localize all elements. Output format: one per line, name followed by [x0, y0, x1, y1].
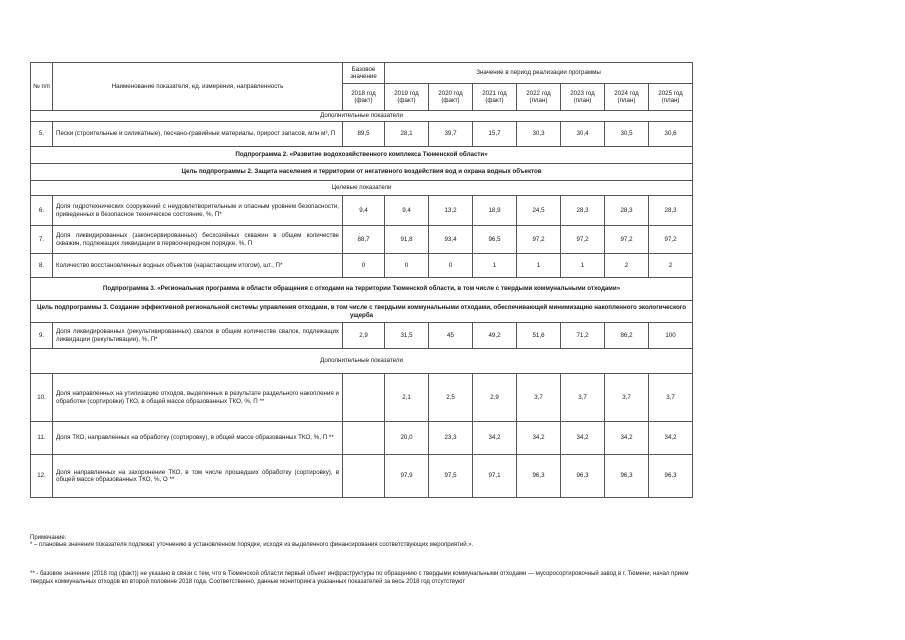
section-row — [31, 349, 693, 374]
table-row — [31, 226, 693, 254]
value-cell: 49,2 — [473, 323, 517, 349]
year-kind: (факт) — [354, 97, 373, 104]
value-cell: 88,7 — [343, 226, 385, 254]
table-row — [31, 254, 693, 278]
value-cell: 96,3 — [605, 455, 649, 498]
value-cell: 39,7 — [429, 122, 473, 147]
value-cell: 28,3 — [649, 196, 693, 226]
year-label: 2019 год — [394, 89, 419, 97]
header-name: Наименование показателя, ед. измерения, направленность — [53, 63, 343, 111]
value-cell: 96,3 — [561, 455, 605, 498]
row-number: 6. — [31, 196, 53, 226]
indicator-name: Доля ликвидированных (рекультивированных) свалок в общем количестве свалок, подлежащих ликвидации (рекультивации), %, П* — [53, 323, 343, 349]
row-number: 10. — [31, 374, 53, 422]
year-kind: (факт) — [397, 97, 416, 104]
year-label: 2022 год — [526, 89, 551, 97]
header-year — [517, 84, 561, 111]
header-year — [429, 84, 473, 111]
value-cell: 89,5 — [343, 122, 385, 147]
year-kind: (план) — [661, 97, 680, 104]
year-label: 2020 год — [438, 89, 463, 97]
section-heading: Целевые показатели — [31, 181, 693, 196]
value-cell: 30,5 — [605, 122, 649, 147]
table-row — [31, 455, 693, 498]
value-cell: 24,5 — [517, 196, 561, 226]
section-row — [31, 181, 693, 196]
indicator-name: Пески (строительные и силикатные), песчано-гравийные материалы, прирост запасов, млн м³, П — [53, 122, 343, 147]
year-kind: (план) — [573, 97, 592, 104]
value-cell: 1 — [473, 254, 517, 278]
value-cell: 100 — [649, 323, 693, 349]
subprogram-heading: Цель подпрограммы 3. Создание эффективной региональной системы управления отходами, в том числе с твердыми коммунальными отходами, обеспечивающей минимизацию накопленного экологического ущерба — [31, 301, 693, 323]
table-row — [31, 323, 693, 349]
document-page — [30, 62, 692, 498]
row-number: 9. — [31, 323, 53, 349]
footnote-2: ** - базовое значение (2018 год (факт)) не указано в связи с тем, что в Тюменской области первый объект инфраструктуры по обращению с твердыми коммунальными отходами — мусоросортировочный завод в г. Тюмени, начал прием твердых коммунальных отходов во второй половине 2018 года. Соответственно, данные мониторинга указанных показателей за весь 2018 год отсутствуют — [30, 571, 689, 585]
value-cell: 28,3 — [561, 196, 605, 226]
table-row — [31, 122, 693, 147]
year-kind: (факт) — [485, 97, 504, 104]
value-cell: 2,1 — [385, 374, 429, 422]
indicators-table — [30, 62, 693, 498]
indicator-name: Количество восстановленных водных объектов (нарастающим итогом), шт., П* — [53, 254, 343, 278]
value-cell: 34,2 — [473, 422, 517, 455]
value-cell: 96,3 — [649, 455, 693, 498]
indicator-name: Доля гидротехнических сооружений с неудовлетворительным и опасным уровнем безопасности, приведенных в безопасное техническое состояние, %, П* — [53, 196, 343, 226]
value-cell: 9,4 — [343, 196, 385, 226]
value-cell: 1 — [561, 254, 605, 278]
subprogram-heading: Подпрограмма 3. «Региональная программа в области обращения с отходами на территории Тюменской области, в том числе с твердыми коммунальными отходами» — [31, 278, 693, 301]
value-cell — [343, 422, 385, 455]
value-cell: 2 — [605, 254, 649, 278]
header-year — [343, 84, 385, 111]
row-number: 11. — [31, 422, 53, 455]
value-cell: 18,9 — [473, 196, 517, 226]
value-cell: 9,4 — [385, 196, 429, 226]
value-cell: 20,0 — [385, 422, 429, 455]
notes — [30, 535, 690, 586]
header-year — [385, 84, 429, 111]
value-cell: 1 — [517, 254, 561, 278]
table-row — [31, 422, 693, 455]
value-cell: 45 — [429, 323, 473, 349]
header-period: Значение в период реализации программы — [385, 63, 693, 84]
value-cell: 15,7 — [473, 122, 517, 147]
value-cell: 96,5 — [473, 226, 517, 254]
value-cell: 0 — [343, 254, 385, 278]
value-cell: 2,5 — [429, 374, 473, 422]
value-cell: 34,2 — [605, 422, 649, 455]
section-row — [31, 111, 693, 122]
section-heading: Дополнительные показатели — [31, 111, 693, 122]
value-cell: 51,6 — [517, 323, 561, 349]
value-cell: 30,6 — [649, 122, 693, 147]
value-cell: 97,2 — [517, 226, 561, 254]
value-cell: 31,5 — [385, 323, 429, 349]
value-cell: 3,7 — [649, 374, 693, 422]
value-cell: 91,8 — [385, 226, 429, 254]
row-number: 8. — [31, 254, 53, 278]
value-cell — [343, 455, 385, 498]
value-cell: 93,4 — [429, 226, 473, 254]
value-cell: 34,2 — [561, 422, 605, 455]
header-year — [649, 84, 693, 111]
value-cell: 2,9 — [473, 374, 517, 422]
value-cell: 23,3 — [429, 422, 473, 455]
subprogram-heading: Цель подпрограммы 2. Защита населения и территории от негативного воздействия вод и охрана водных объектов — [31, 164, 693, 181]
value-cell: 0 — [429, 254, 473, 278]
value-cell: 0 — [385, 254, 429, 278]
value-cell: 97,1 — [473, 455, 517, 498]
subprogram-row — [31, 164, 693, 181]
subprogram-row — [31, 278, 693, 301]
notes-title: Примечание: — [30, 535, 67, 541]
footnote-1: * – плановые значения показателя подлежат уточнению в установленном порядке, исходя из выделенного финансирования соответствующих мероприятий.». — [30, 542, 474, 549]
indicator-name: Доля направленных на захоронение ТКО, в том числе прошедших обработку (сортировку), в общей массе образованных ТКО, %, О ** — [53, 455, 343, 498]
value-cell: 86,2 — [605, 323, 649, 349]
section-heading: Дополнительные показатели — [31, 349, 693, 374]
year-label: 2024 год — [614, 89, 639, 97]
year-label: 2023 год — [570, 89, 595, 97]
value-cell: 28,3 — [605, 196, 649, 226]
year-kind: (план) — [529, 97, 548, 104]
header-year — [605, 84, 649, 111]
indicator-name: Доля ТКО, направленных на обработку (сортировку), в общей массе образованных ТКО, %, П ** — [53, 422, 343, 455]
year-kind: (факт) — [441, 97, 460, 104]
indicator-name: Доля ликвидированных (законсервированных) бесхозяйных скважин в общем количестве скважин, подлежащих ликвидации в первоочередном порядке, %, П — [53, 226, 343, 254]
value-cell: 2 — [649, 254, 693, 278]
value-cell: 97,2 — [605, 226, 649, 254]
value-cell: 3,7 — [561, 374, 605, 422]
row-number: 7. — [31, 226, 53, 254]
table-row — [31, 196, 693, 226]
value-cell: 97,2 — [561, 226, 605, 254]
row-number: 12. — [31, 455, 53, 498]
subprogram-row — [31, 301, 693, 323]
value-cell: 97,2 — [649, 226, 693, 254]
indicator-name: Доля направленных на утилизацию отходов, выделенных в результате раздельного накопления и обработки (сортировки) ТКО, в общей массе образованных ТКО, %, П ** — [53, 374, 343, 422]
value-cell: 30,3 — [517, 122, 561, 147]
value-cell: 2,9 — [343, 323, 385, 349]
year-label: 2025 год — [658, 89, 683, 97]
value-cell: 34,2 — [517, 422, 561, 455]
header-row — [31, 63, 693, 84]
header-year — [561, 84, 605, 111]
subprogram-heading: Подпрограмма 2. «Развитие водохозяйственного комплекса Тюменской области» — [31, 147, 693, 164]
value-cell: 71,2 — [561, 323, 605, 349]
value-cell: 30,4 — [561, 122, 605, 147]
row-number: 5. — [31, 122, 53, 147]
value-cell: 97,5 — [429, 455, 473, 498]
table-row — [31, 374, 693, 422]
value-cell: 97,9 — [385, 455, 429, 498]
value-cell: 96,3 — [517, 455, 561, 498]
year-kind: (план) — [617, 97, 636, 104]
subprogram-row — [31, 147, 693, 164]
header-base: Базовое значение — [343, 63, 385, 84]
value-cell: 28,1 — [385, 122, 429, 147]
value-cell: 3,7 — [605, 374, 649, 422]
header-num: № п/п — [31, 63, 53, 111]
year-label: 2018 год — [351, 89, 376, 97]
header-year — [473, 84, 517, 111]
value-cell: 13,2 — [429, 196, 473, 226]
value-cell: 34,2 — [649, 422, 693, 455]
value-cell: 3,7 — [517, 374, 561, 422]
year-label: 2021 год — [482, 89, 507, 97]
value-cell — [343, 374, 385, 422]
